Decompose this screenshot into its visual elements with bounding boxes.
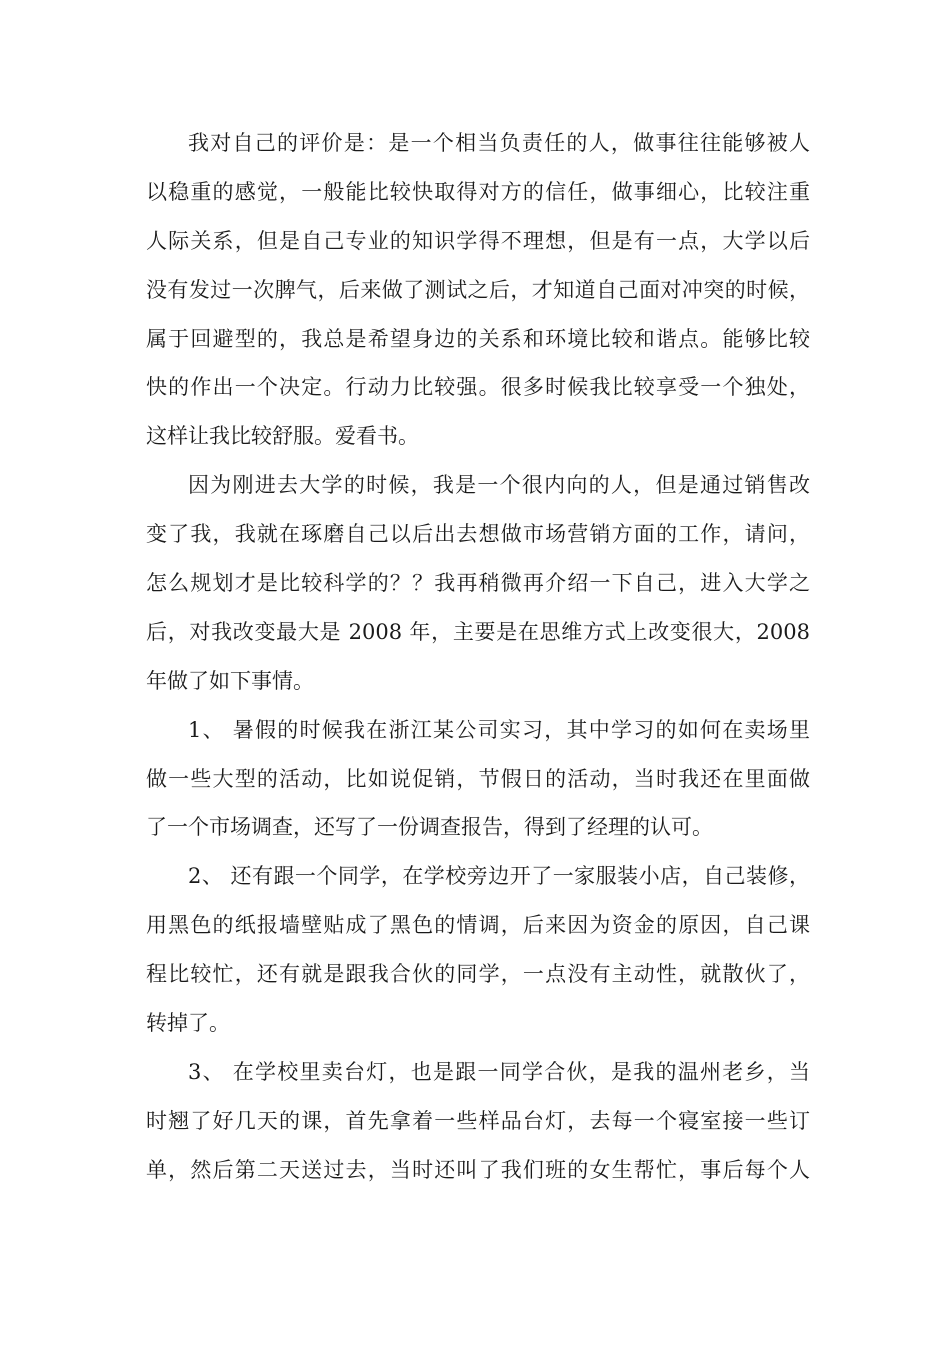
text-line: 怎么规划才是比较科学的？？我再稍微再介绍一下自己，进入大学之 <box>146 571 810 596</box>
text-line: 人际关系，但是自己专业的知识学得不理想，但是有一点，大学以后 <box>146 228 810 253</box>
text-line: 1、 暑假的时候我在浙江某公司实习，其中学习的如何在卖场里 <box>188 717 810 742</box>
text-line: 属于回避型的，我总是希望身边的关系和环境比较和谐点。能够比较 <box>146 326 810 351</box>
text-line: 后，对我改变最大是 2008 年，主要是在思维方式上改变很大，2008 <box>146 619 810 644</box>
text-line: 转掉了。 <box>146 1011 230 1036</box>
text-line: 用黑色的纸报墙壁贴成了黑色的情调，后来因为资金的原因，自己课 <box>146 913 810 938</box>
text-line: 以稳重的感觉，一般能比较快取得对方的信任，做事细心，比较注重 <box>146 179 810 204</box>
paragraph-item-2 <box>146 852 810 1048</box>
document-body <box>146 119 810 1195</box>
text-line: 快的作出一个决定。行动力比较强。很多时候我比较享受一个独处， <box>146 375 810 400</box>
text-line: 我对自己的评价是：是一个相当负责任的人，做事往往能够被人 <box>188 131 810 155</box>
text-line: 程比较忙，还有就是跟我合伙的同学，一点没有主动性，就散伙了， <box>146 962 810 987</box>
text-line: 因为刚进去大学的时候，我是一个很内向的人，但是通过销售改 <box>188 473 810 498</box>
text-line: 做一些大型的活动，比如说促销，节假日的活动，当时我还在里面做 <box>146 766 810 791</box>
text-line: 3、 在学校里卖台灯，也是跟一同学合伙，是我的温州老乡，当 <box>188 1059 810 1084</box>
paragraph-item-1 <box>146 706 810 853</box>
paragraph-self-evaluation <box>146 119 810 461</box>
text-line: 没有发过一次脾气，后来做了测试之后，才知道自己面对冲突的时候， <box>146 277 810 302</box>
text-line: 这样让我比较舒服。爱看书。 <box>146 424 419 449</box>
paragraph-item-3 <box>146 1048 810 1195</box>
text-line: 时翘了好几天的课，首先拿着一些样品台灯，去每一个寝室接一些订 <box>146 1108 810 1133</box>
text-line: 年做了如下事情。 <box>146 668 314 693</box>
text-line: 变了我，我就在琢磨自己以后出去想做市场营销方面的工作，请问， <box>146 522 810 547</box>
text-line: 了一个市场调查，还写了一份调查报告，得到了经理的认可。 <box>146 815 713 840</box>
text-line: 单，然后第二天送过去，当时还叫了我们班的女生帮忙，事后每个人 <box>146 1157 810 1182</box>
text-line: 2、 还有跟一个同学，在学校旁边开了一家服装小店，自己装修， <box>188 864 810 889</box>
paragraph-career-question <box>146 461 810 705</box>
